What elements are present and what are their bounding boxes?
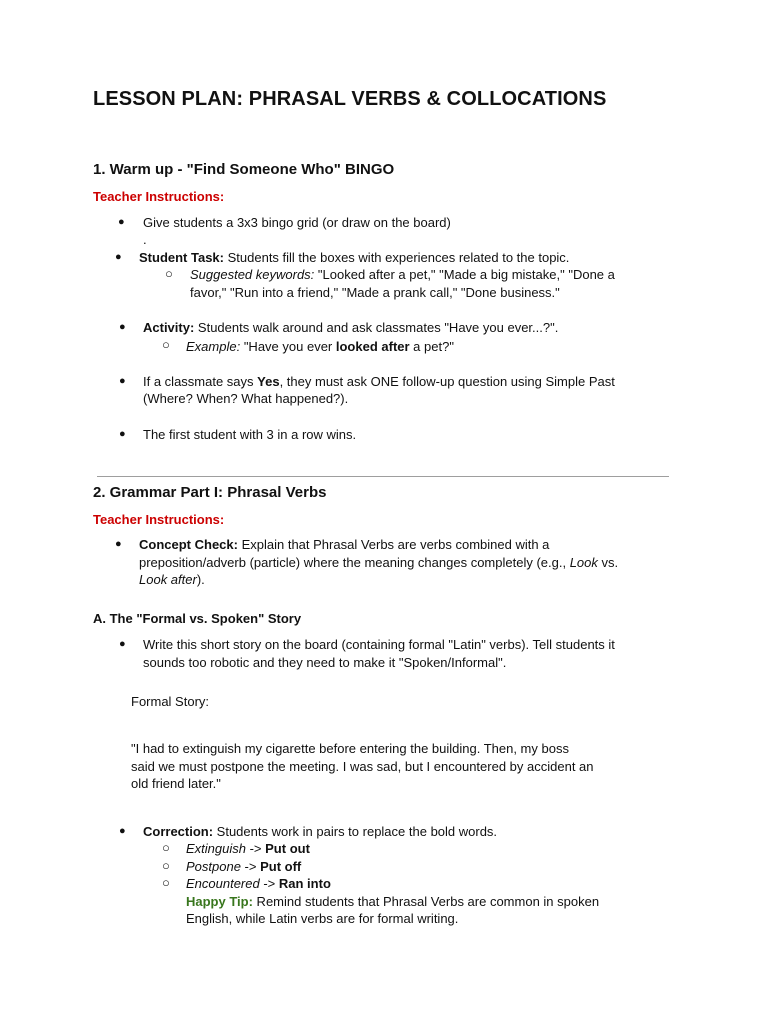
replacement-arrow: -> xyxy=(240,859,261,874)
bullet-icon: ● xyxy=(119,375,126,387)
example-label: Example: xyxy=(186,339,241,354)
concept-check-text-2: preposition/adverb (particle) where the meaning changes completely (e.g., xyxy=(139,555,570,570)
bingo-grid-instruction: Give students a 3x3 bingo grid (or draw on the board) xyxy=(143,215,451,230)
concept-check-label: Concept Check: xyxy=(139,537,238,552)
follow-up-text-end: , they must ask ONE follow-up question using Simple Past xyxy=(279,374,615,389)
bullet-icon: ● xyxy=(115,538,122,550)
student-task-text: Students fill the boxes with experiences related to the topic. xyxy=(224,250,570,265)
replacement-to: Ran into xyxy=(278,876,331,891)
concept-look: Look xyxy=(569,555,598,570)
sub-bullet-icon: ○ xyxy=(162,858,170,873)
suggested-keywords-line-1 xyxy=(190,266,615,283)
happy-tip-line-1 xyxy=(186,893,599,910)
replacement-to: Put off xyxy=(260,859,302,874)
section-1-teacher-label: Teacher Instructions: xyxy=(93,189,225,204)
concept-vs: vs. xyxy=(597,555,619,570)
bullet-icon: ● xyxy=(119,638,126,650)
follow-up-item-line-2: (Where? When? What happened?). xyxy=(143,391,349,406)
formal-story-label: Formal Story: xyxy=(131,694,210,709)
example-text-end: a pet?" xyxy=(409,339,454,354)
activity-text: Students walk around and ask classmates "Have you ever...?". xyxy=(194,320,559,335)
bullet-icon: ● xyxy=(115,251,122,263)
story-instruction-line-2: sounds too robotic and they need to make it "Spoken/Informal". xyxy=(143,655,507,670)
story-instruction-line-1: Write this short story on the board (containing formal "Latin" verbs). Tell students it xyxy=(143,637,615,652)
replacement-from: Extinguish xyxy=(186,841,246,856)
document-title: LESSON PLAN: PHRASAL VERBS & COLLOCATIONS xyxy=(93,88,607,110)
replacement-pair xyxy=(186,840,310,857)
winner-item: The first student with 3 in a row wins. xyxy=(143,427,357,442)
bullet-icon: ● xyxy=(119,825,126,837)
suggested-keywords-text: "Looked after a pet," "Made a big mistake," "Done a xyxy=(314,267,615,282)
replacement-from: Postpone xyxy=(186,859,241,874)
activity-label: Activity: xyxy=(143,320,195,335)
activity-item xyxy=(143,319,558,336)
example-text-start: "Have you ever xyxy=(240,339,336,354)
bullet-icon: ● xyxy=(119,428,126,440)
sub-bullet-icon: ○ xyxy=(165,266,173,281)
section-1-heading: 1. Warm up - "Find Someone Who" BINGO xyxy=(93,161,395,178)
replacement-arrow: -> xyxy=(259,876,279,891)
concept-check-line-3 xyxy=(139,571,205,588)
happy-tip-text: Remind students that Phrasal Verbs are common in spoken xyxy=(252,894,600,909)
concept-check-text: Explain that Phrasal Verbs are verbs combined with a xyxy=(237,537,550,552)
suggested-keywords-line-2: favor," "Run into a friend," "Made a prank call," "Done business." xyxy=(190,285,560,300)
replacement-arrow: -> xyxy=(245,841,266,856)
correction-label: Correction: xyxy=(143,824,214,839)
sub-bullet-icon: ○ xyxy=(162,840,170,855)
correction-text: Students work in pairs to replace the bold words. xyxy=(213,824,498,839)
bullet-icon: ● xyxy=(119,321,126,333)
student-task-item xyxy=(139,249,569,266)
suggested-keywords-label: Suggested keywords: xyxy=(190,267,315,282)
stray-period: . xyxy=(143,232,147,247)
concept-look-after: Look after xyxy=(139,572,197,587)
concept-end: ). xyxy=(196,572,205,587)
section-2-teacher-label: Teacher Instructions: xyxy=(93,512,225,527)
concept-check-line-2 xyxy=(139,554,618,571)
horizontal-divider xyxy=(97,476,669,477)
example-item xyxy=(186,338,454,355)
formal-story-line-1: "I had to extinguish my cigarette before entering the building. Then, my boss xyxy=(131,741,569,756)
student-task-label: Student Task: xyxy=(139,250,224,265)
sub-bullet-icon: ○ xyxy=(162,337,170,352)
formal-story-line-3: old friend later." xyxy=(131,776,221,791)
replacement-from: Encountered xyxy=(186,876,260,891)
bullet-icon: ● xyxy=(118,216,125,228)
happy-tip-label: Happy Tip: xyxy=(186,894,253,909)
happy-tip-line-2: English, while Latin verbs are for formal writing. xyxy=(186,911,459,926)
follow-up-text-start: If a classmate says xyxy=(143,374,258,389)
example-bold-phrase: looked after xyxy=(335,339,410,354)
formal-story-line-2: said we must postpone the meeting. I was sad, but I encountered by accident an xyxy=(131,759,594,774)
replacement-to: Put out xyxy=(265,841,310,856)
replacement-pair xyxy=(186,875,331,892)
follow-up-yes: Yes xyxy=(257,374,280,389)
correction-item xyxy=(143,823,497,840)
follow-up-item-line-1 xyxy=(143,373,615,390)
concept-check-line-1 xyxy=(139,536,549,553)
section-2-heading: 2. Grammar Part I: Phrasal Verbs xyxy=(93,484,327,501)
sub-bullet-icon: ○ xyxy=(162,875,170,890)
subsection-a-heading: A. The "Formal vs. Spoken" Story xyxy=(93,611,302,626)
replacement-pair xyxy=(186,858,301,875)
